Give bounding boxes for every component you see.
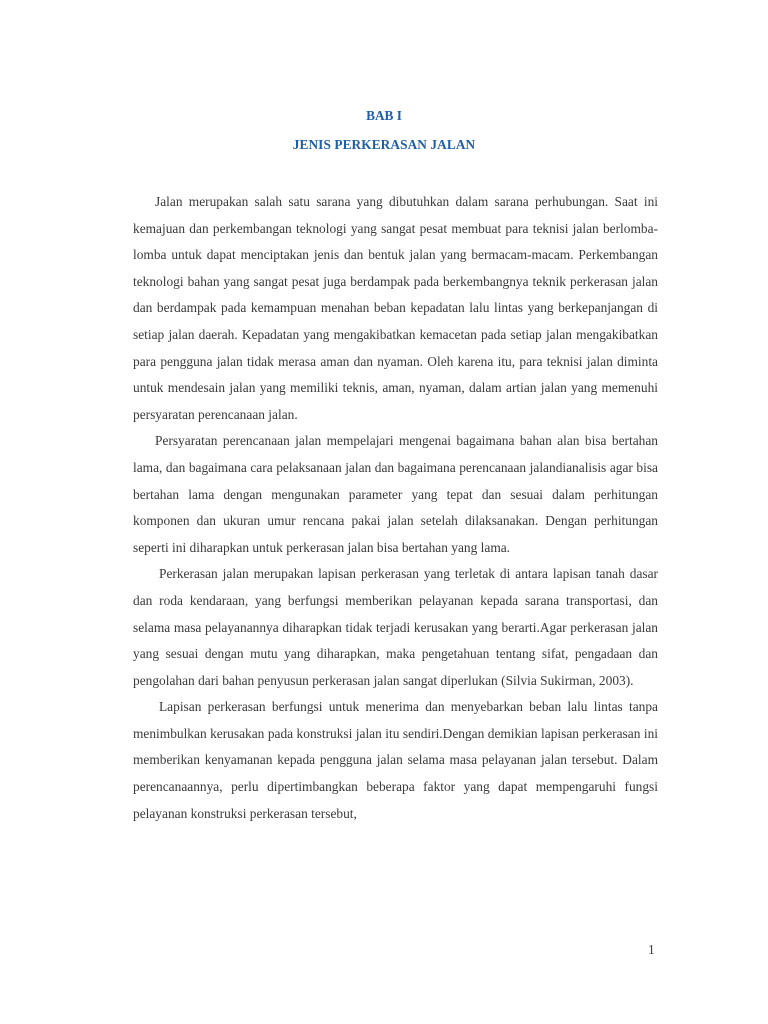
- paragraph: Lapisan perkerasan berfungsi untuk menerima dan menyebarkan beban lalu lintas tanpa menimbulkan kerusakan pada konstruksi jalan itu sendiri.Dengan demikian lapisan perkerasan ini memberikan kenyamanan kepada pengguna jalan selama masa pelayanan jalan tersebut. Dalam perencanaannya, perlu dipertimbangkan beberapa faktor yang dapat mempengaruhi fungsi pelayanan konstruksi perkerasan tersebut,: [133, 699, 658, 821]
- paragraph: Perkerasan jalan merupakan lapisan perkerasan yang terletak di antara lapisan tanah dasar dan roda kendaraan, yang berfungsi memberikan pelayanan kepada sarana transportasi, dan selama masa pelayanannya diharapkan tidak terjadi kerusakan yang berarti.Agar perkerasan jalan yang sesuai dengan mutu yang diharapkan, maka pengetahuan tentang sifat, pengadaan dan pengolahan dari bahan penyusun perkerasan jalan sangat diperlukan (Silvia Sukirman, 2003).: [133, 566, 658, 688]
- page-number: 1: [648, 942, 655, 957]
- paragraph: Jalan merupakan salah satu sarana yang dibutuhkan dalam sarana perhubungan. Saat ini kemajuan dan perkembangan teknologi yang sangat pesat membuat para teknisi jalan berlomba-lomba untuk dapat menciptakan jenis dan bentuk jalan yang bermacam-macam. Perkembangan teknologi bahan yang sangat pesat juga berdampak pada berkembangnya teknik perkerasan jalan dan berdampak pada kemampuan menahan beban kepadatan lalu lintas yang berkepanjangan di setiap jalan daerah. Kepadatan yang mengakibatkan kemacetan pada setiap jalan mengakibatkan para pengguna jalan tidak merasa aman dan nyaman. Oleh karena itu, para teknisi jalan diminta untuk mendesain jalan yang memiliki teknis, aman, nyaman, dalam artian jalan yang memenuhi persyaratan perencanaan jalan.: [133, 194, 658, 422]
- paragraph: Persyaratan perencanaan jalan mempelajari mengenai bagaimana bahan alan bisa bertahan lama, dan bagaimana cara pelaksanaan jalan dan bagaimana perencanaan jalandianalisis agar bisa bertahan lama dengan mengunakan parameter yang tepat dan sesuai dalam perhitungan komponen dan ukuran umur rencana pakai jalan setelah dilaksanakan. Dengan perhitungan seperti ini diharapkan untuk perkerasan jalan bisa bertahan yang lama.: [133, 433, 658, 555]
- chapter-title: JENIS PERKERASAN JALAN: [292, 137, 476, 152]
- body-text: [133, 189, 658, 827]
- chapter-heading: BAB I: [366, 108, 402, 123]
